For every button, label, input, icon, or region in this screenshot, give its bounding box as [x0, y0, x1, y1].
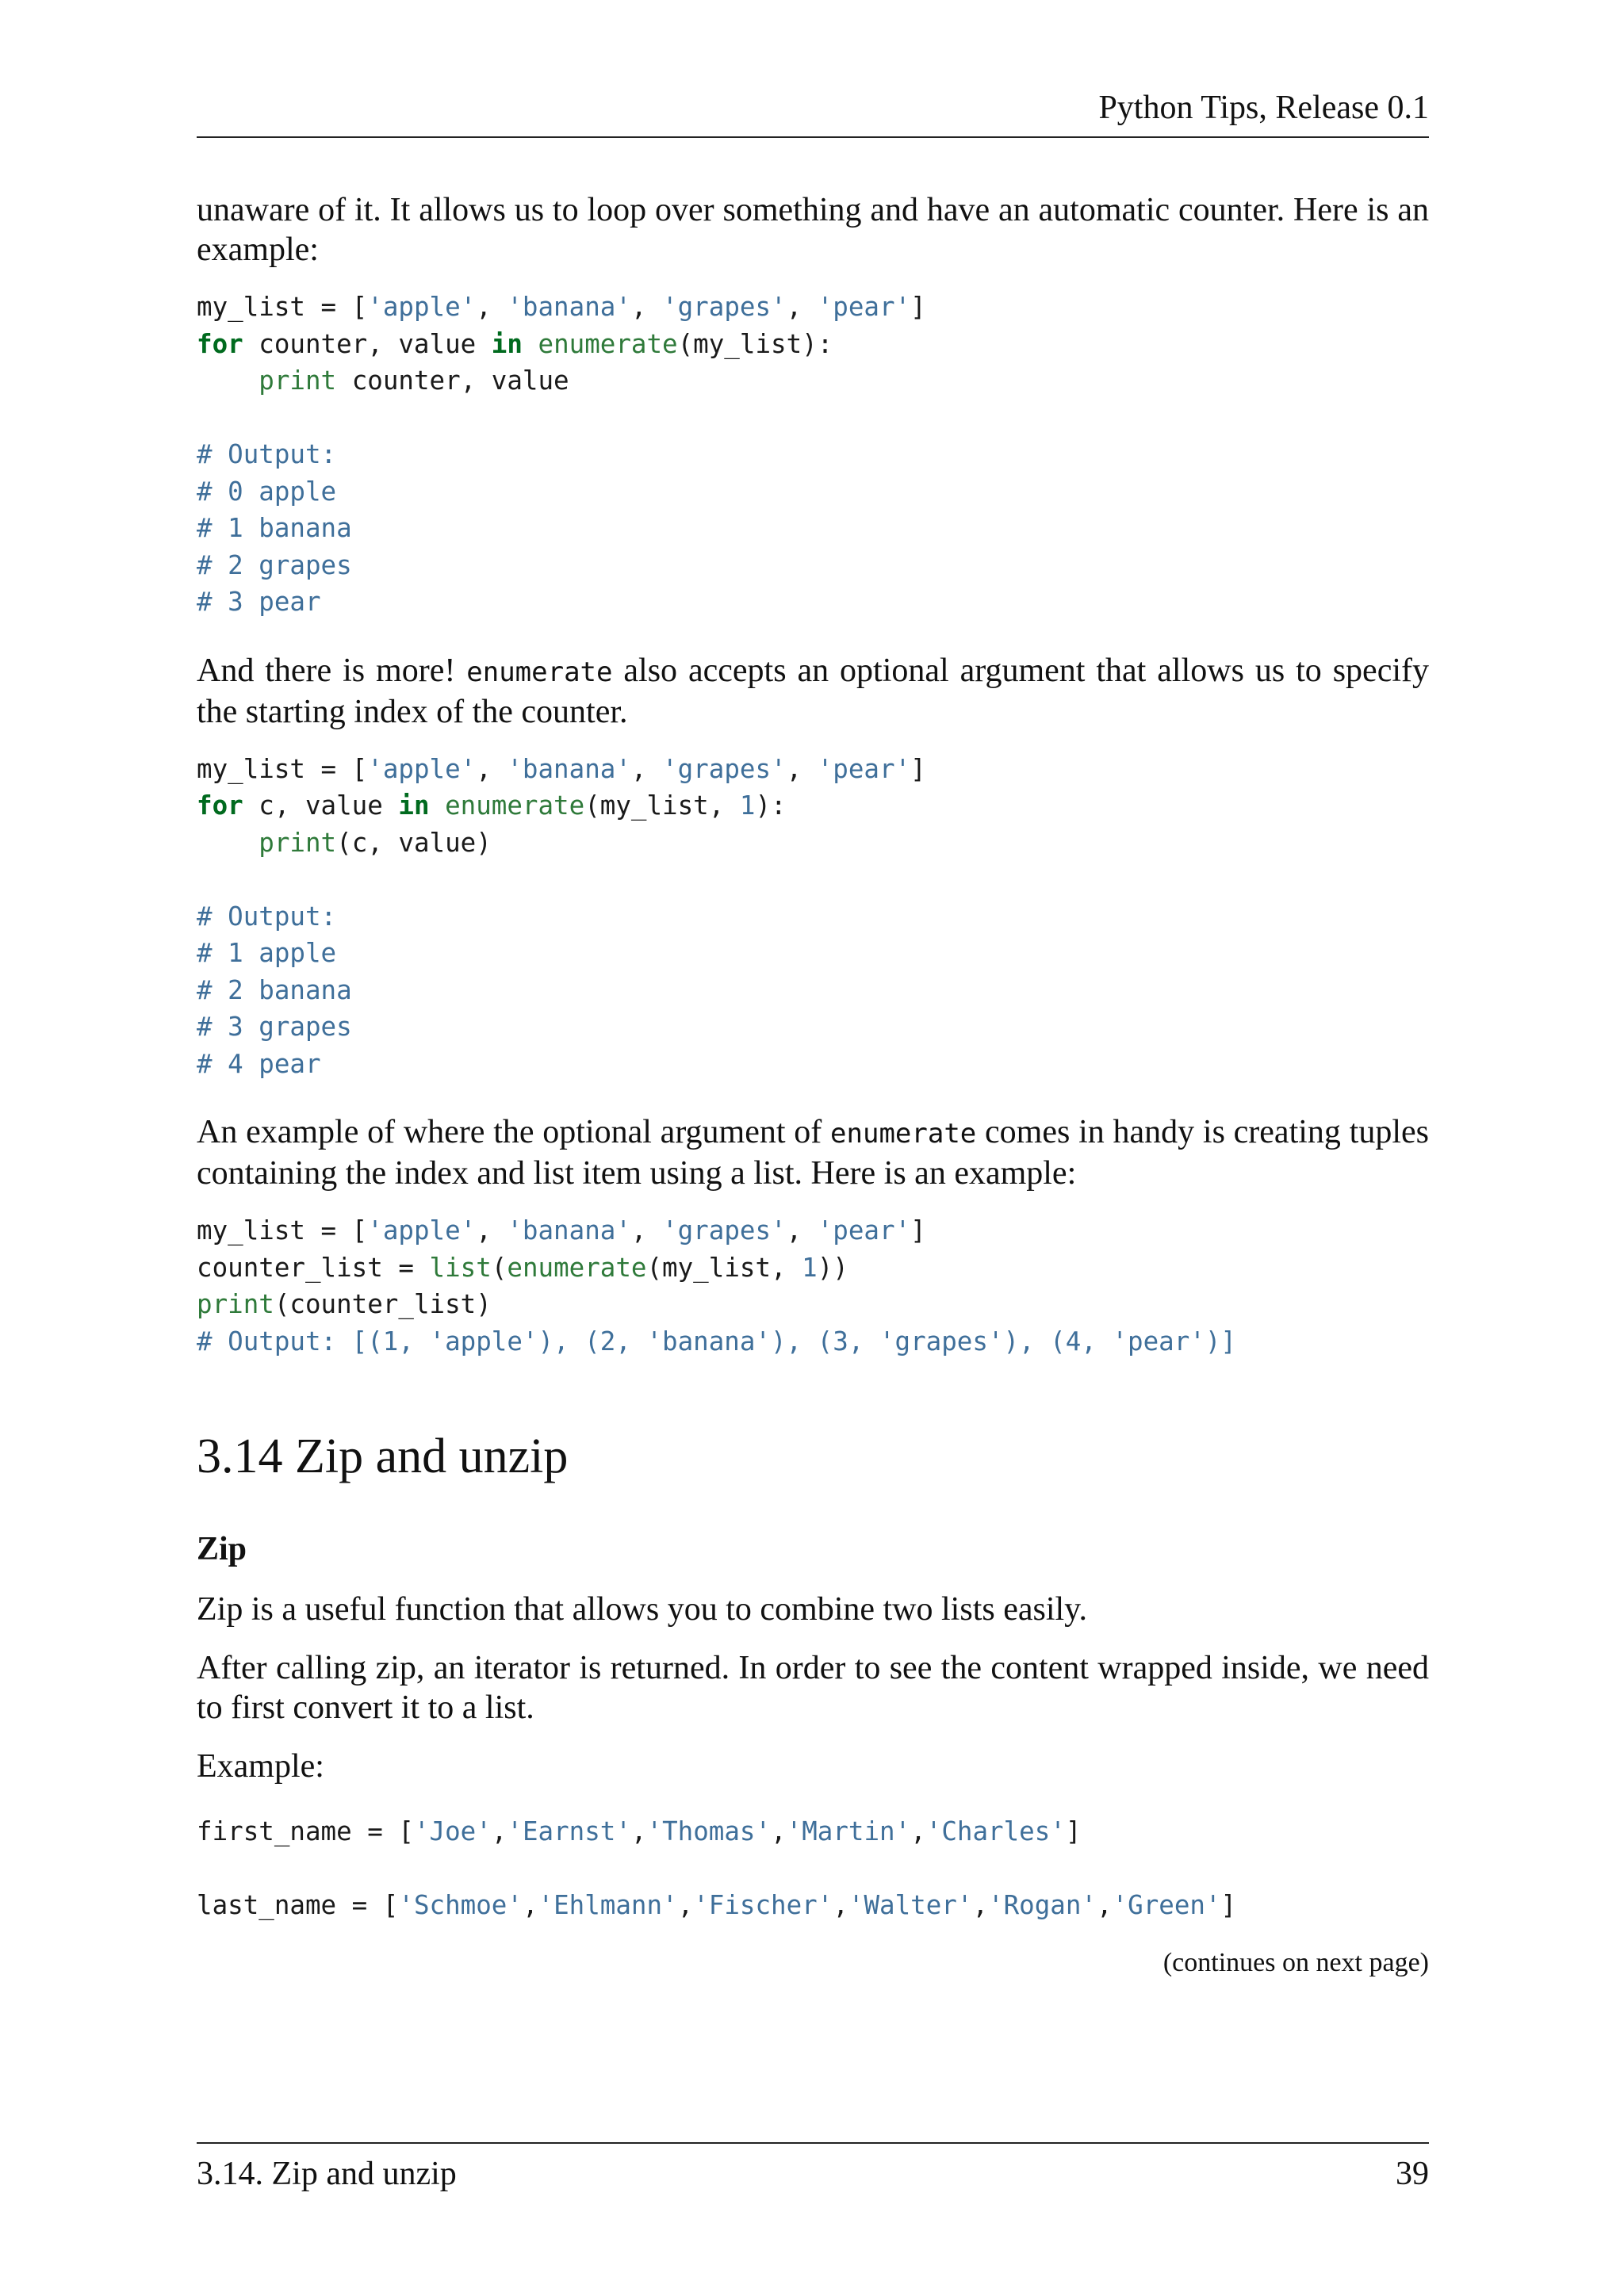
running-header: [197, 89, 1429, 138]
paragraph-zip-intro: Zip is a useful function that allows you to combine two lists easily.: [197, 1591, 1087, 1628]
header-title: Python Tips, Release 0.1: [1098, 90, 1429, 126]
paragraph-example-label: Example:: [197, 1748, 324, 1785]
section-heading: 3.14 Zip and unzip: [197, 1429, 569, 1483]
code-block-enumerate-start: my_list = ['apple', 'banana', 'grapes', 'pear'] for c, value in enumerate(my_list, 1): print(c, value) # Output: # 1 apple # 2 banana # 3 grapes # 4 pear: [197, 753, 926, 1079]
footer-section: 3.14. Zip and unzip: [197, 2156, 457, 2192]
paragraph-optional-argument: And there is more! enumerate also accepts an optional argument that allows us to specify the starting index of the counter.: [197, 652, 1429, 730]
subsection-heading: Zip: [197, 1531, 247, 1567]
page-content: [197, 190, 1429, 1978]
paragraph-tuples-example: An example of where the optional argument of enumerate comes in handy is creating tuples containing the index and list item using a list. Here is an example:: [197, 1114, 1429, 1192]
code-block-counter-list: my_list = ['apple', 'banana', 'grapes', 'pear'] counter_list = list(enumerate(my_list, 1)) print(counter_list) # Output: [(1, 'apple'), (2, 'banana'), (3, 'grapes'), (4, 'pear')]: [197, 1215, 1236, 1357]
paragraph-intro: unaware of it. It allows us to loop over something and have an automatic counter. Here is an example:: [197, 192, 1429, 268]
running-footer: [197, 2142, 1429, 2199]
continues-note: (continues on next page): [1162, 1947, 1429, 1977]
code-block-zip-names: first_name = ['Joe','Earnst','Thomas','Martin','Charles'] last_name = ['Schmoe','Ehlmann','Fischer','Walter','Rogan','Green']: [197, 1816, 1237, 1920]
paragraph-zip-iterator: After calling zip, an iterator is returned. In order to see the content wrapped inside, we need to first convert it to a list.: [197, 1650, 1429, 1726]
page-number: 39: [1396, 2156, 1429, 2192]
code-block-enumerate-basic: my_list = ['apple', 'banana', 'grapes', 'pear'] for counter, value in enumerate(my_list): print counter, value # Output: # 0 apple # 1 banana # 2 grapes # 3 pear: [197, 292, 926, 617]
document-page: [197, 0, 1429, 2296]
